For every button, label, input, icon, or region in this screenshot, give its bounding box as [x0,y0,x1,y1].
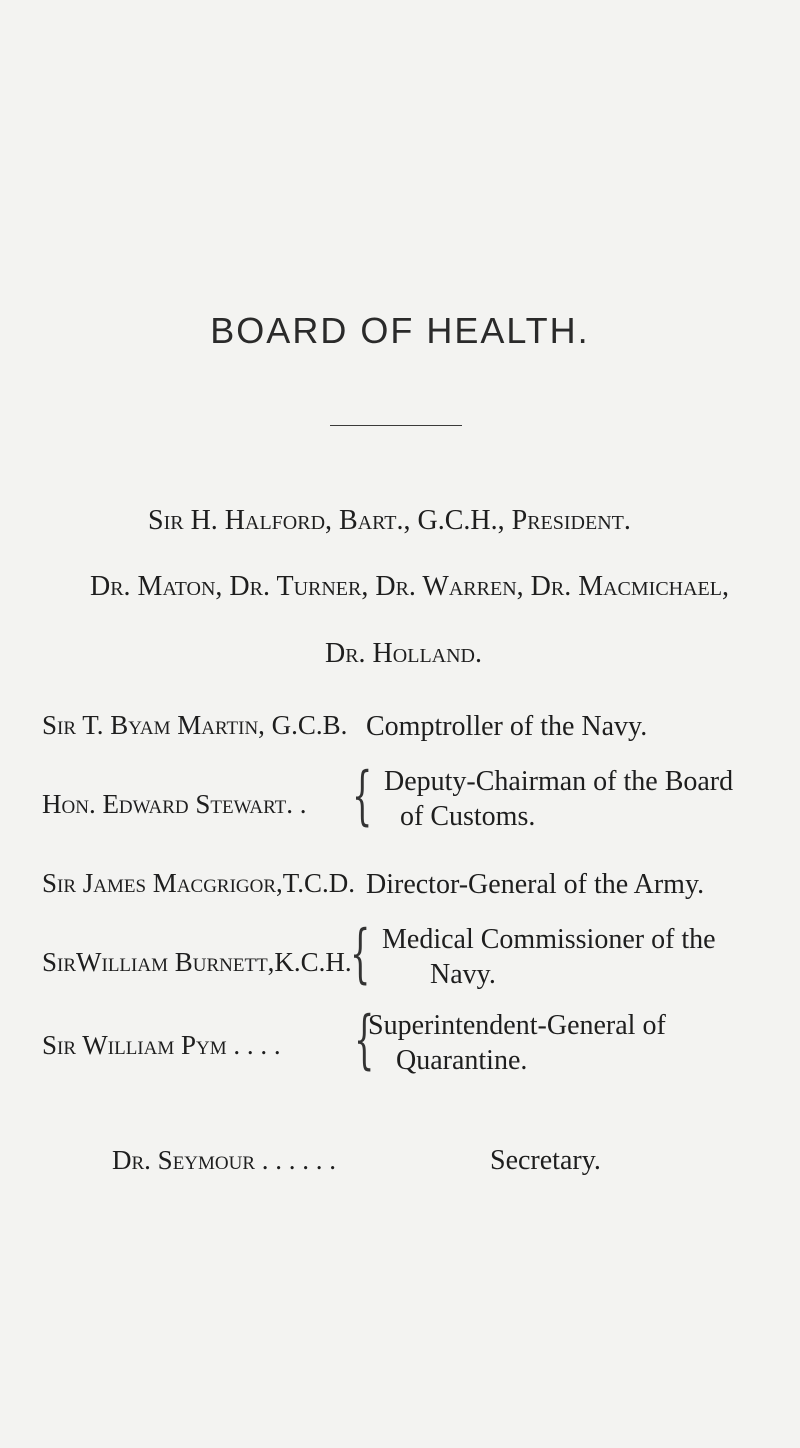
member-role-line: Deputy-Chairman of the Board [384,766,734,797]
member-role-stewart [368,764,733,834]
member-role-line: Secretary. [490,1145,601,1176]
member-role-line: Quarantine. [396,1045,528,1076]
member-role-line: Superintendent-General of [368,1010,666,1041]
member-role-line: Comptroller of the Navy. [366,711,648,742]
member-name-macgrigor: Sir James Macgrigor,T.C.D. [42,868,356,898]
brace-icon: { [350,917,371,991]
member-name-stewart: Hon. Edward Stewart. . [42,789,307,819]
member-role-line: Navy. [430,959,496,990]
title-divider [330,425,462,426]
member-role-seymour [490,1143,601,1178]
member-role-line: Medical Commissioner of the [382,924,716,955]
brace-icon: { [352,759,373,833]
member-name-burnett: SirWilliam Burnett,K.C.H. [42,947,352,977]
doctors-line-1: Dr. Maton, Dr. Turner, Dr. Warren, Dr. Macmichael, [90,571,729,602]
page-title: BOARD OF HEALTH. [210,310,590,351]
president-line: Sir H. Halford, Bart., G.C.H., President. [148,505,631,536]
brace-icon: { [354,1003,375,1077]
doctors-line-2: Dr. Holland. [325,638,482,669]
member-name-pym: Sir William Pym . . . . [42,1030,281,1060]
member-role-line: Director-General of the Army. [366,869,705,900]
member-role-burnett [368,922,748,992]
member-role-martin [366,709,647,744]
member-role-line: of Customs. [400,801,536,832]
member-role-pym [368,1008,666,1078]
member-name-seymour: Dr. Seymour . . . . . . [112,1145,337,1175]
member-role-macgrigor [366,867,704,902]
member-name-martin: Sir T. Byam Martin, G.C.B. [42,710,348,740]
